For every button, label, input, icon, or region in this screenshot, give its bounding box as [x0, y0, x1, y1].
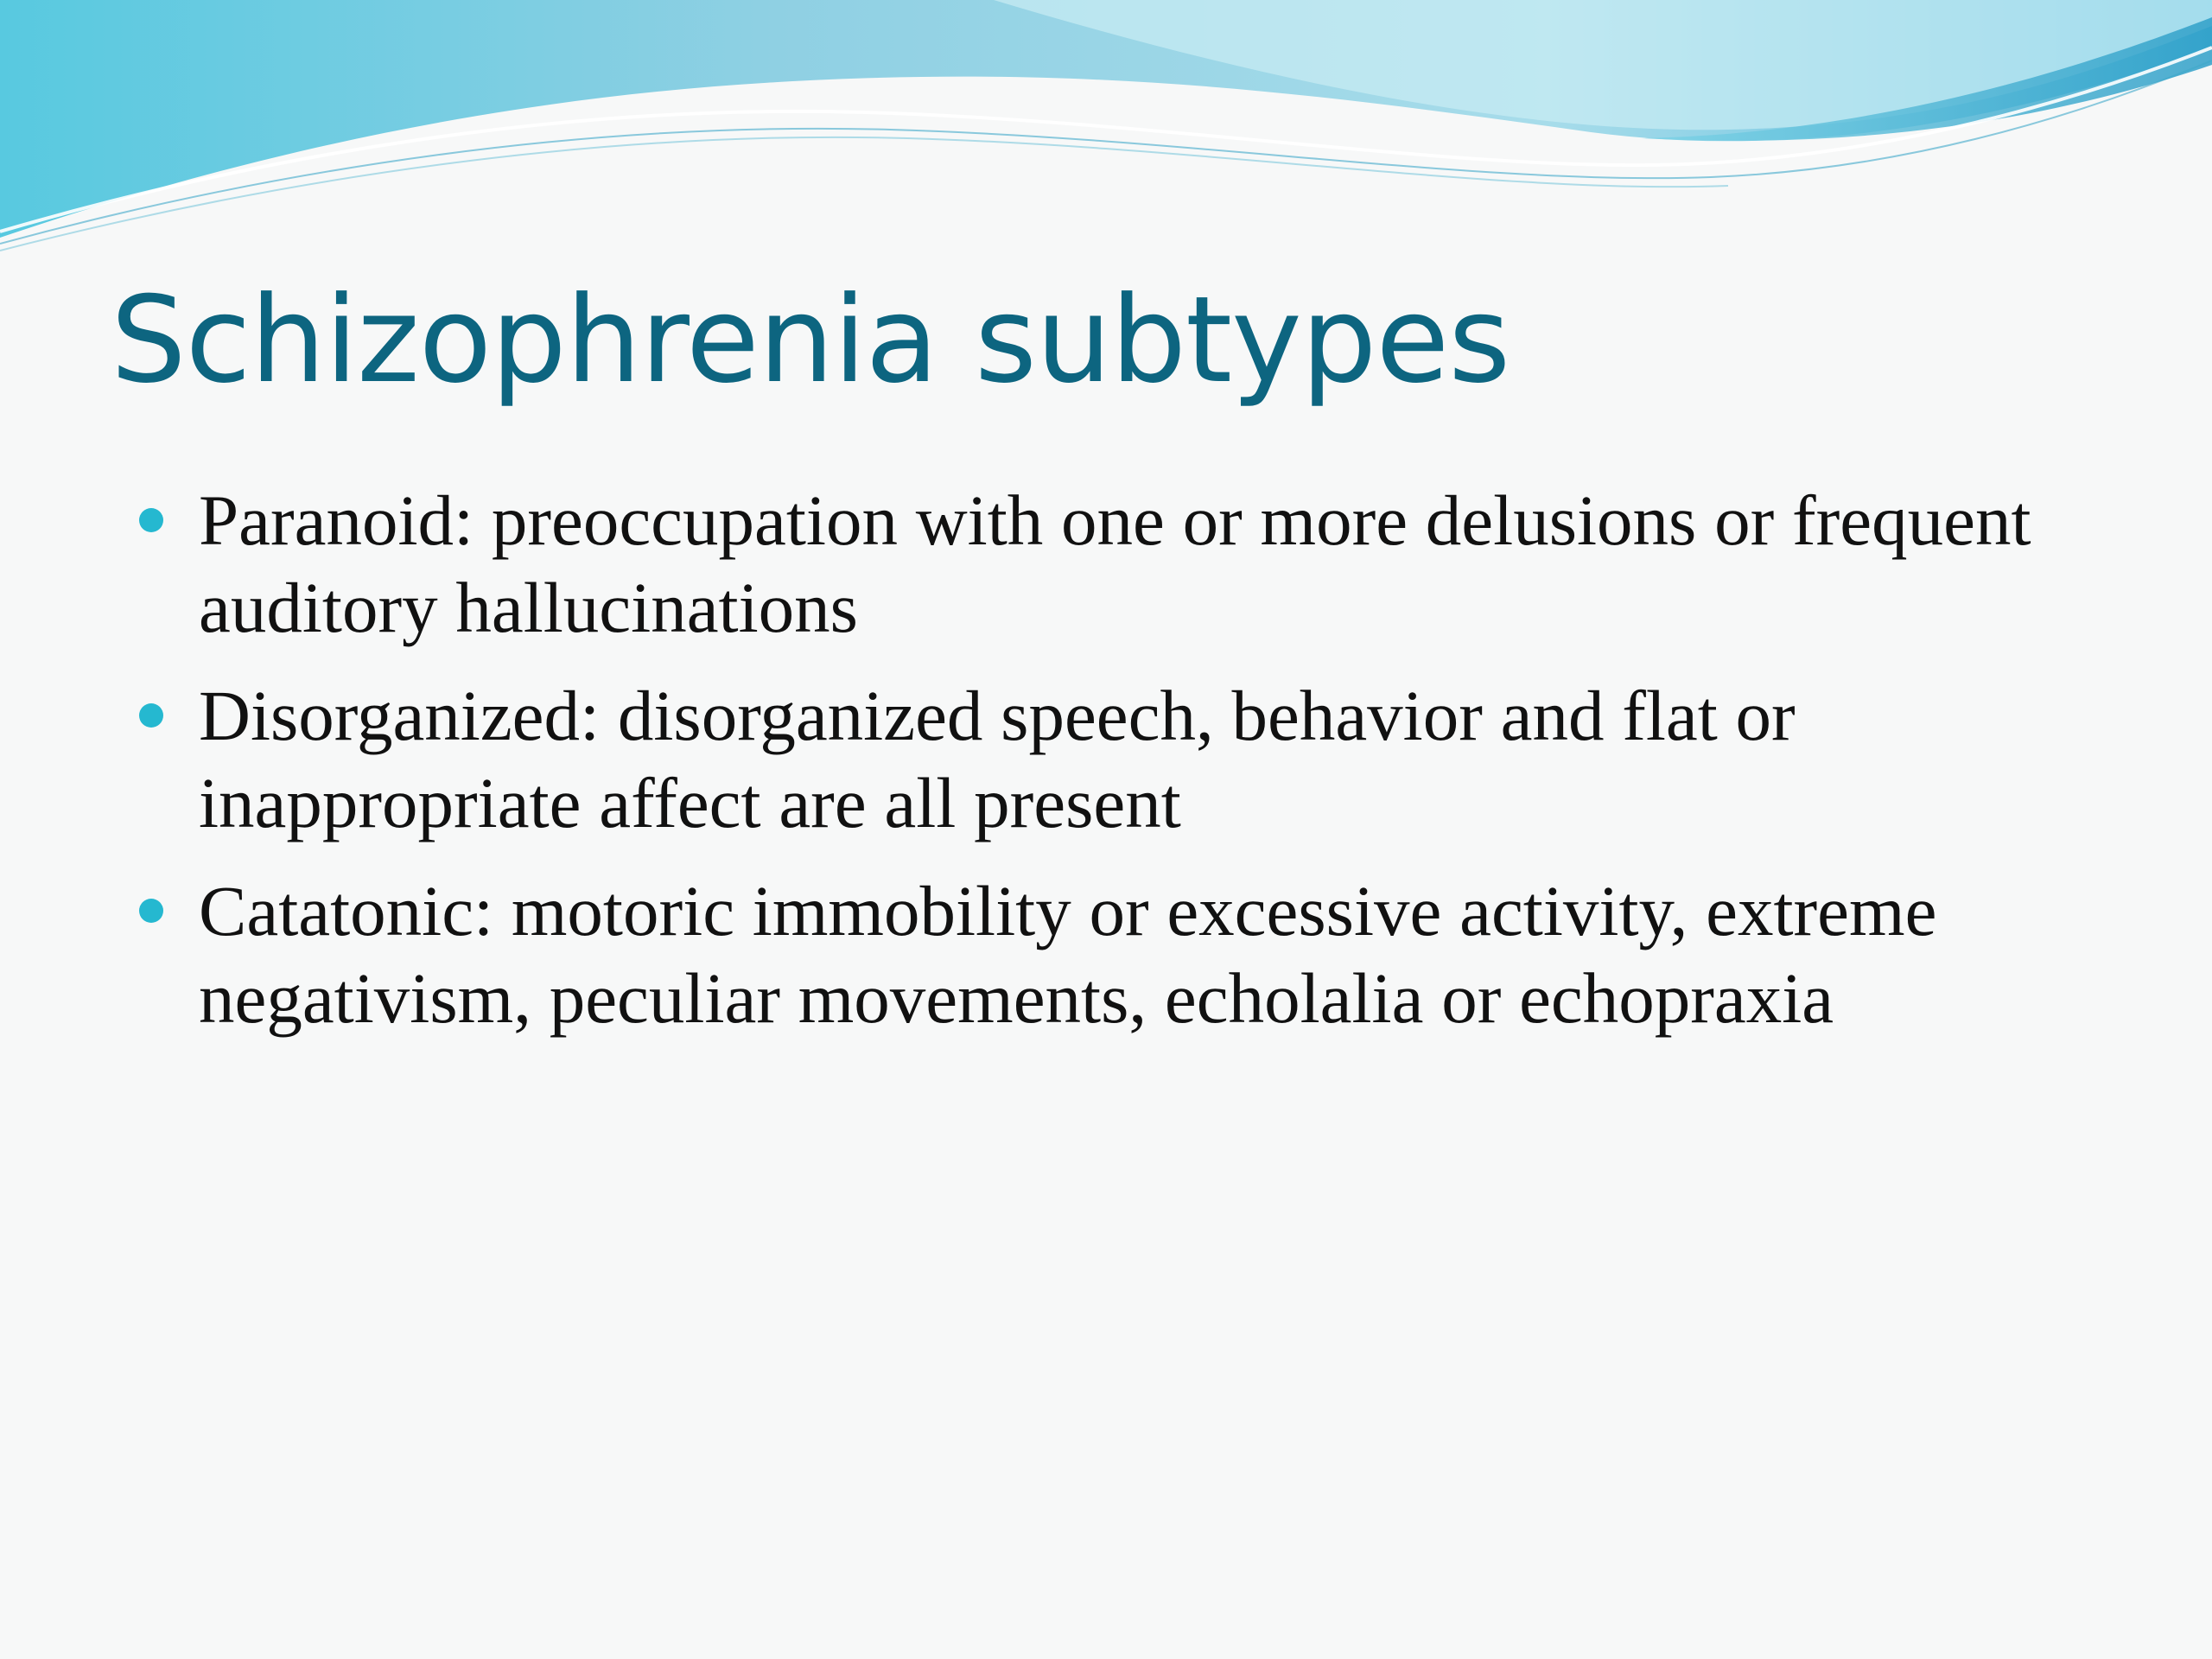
- bullet-dot-icon: [139, 508, 163, 532]
- bullet-item-catatonic: [199, 868, 2056, 1042]
- header-wave-decoration: [0, 0, 2212, 259]
- bullet-dot-icon: [139, 899, 163, 923]
- bullet-text-paranoid: Paranoid: preoccupation with one or more delusions or frequent auditory hallucinations: [199, 480, 2031, 647]
- bullet-text-catatonic: Catatonic: motoric immobility or excessive activity, extreme negativism, peculiar movements, echolalia or echopraxia: [199, 871, 1937, 1038]
- bullet-list: [199, 477, 2056, 1063]
- bullet-dot-icon: [139, 703, 163, 728]
- slide-title: Schizophrenia subtypes: [111, 270, 1510, 410]
- bullet-text-disorganized: Disorganized: disorganized speech, behavior and flat or inappropriate affect are all present: [199, 676, 1796, 842]
- bullet-item-disorganized: [199, 672, 2056, 847]
- bullet-item-paranoid: [199, 477, 2056, 652]
